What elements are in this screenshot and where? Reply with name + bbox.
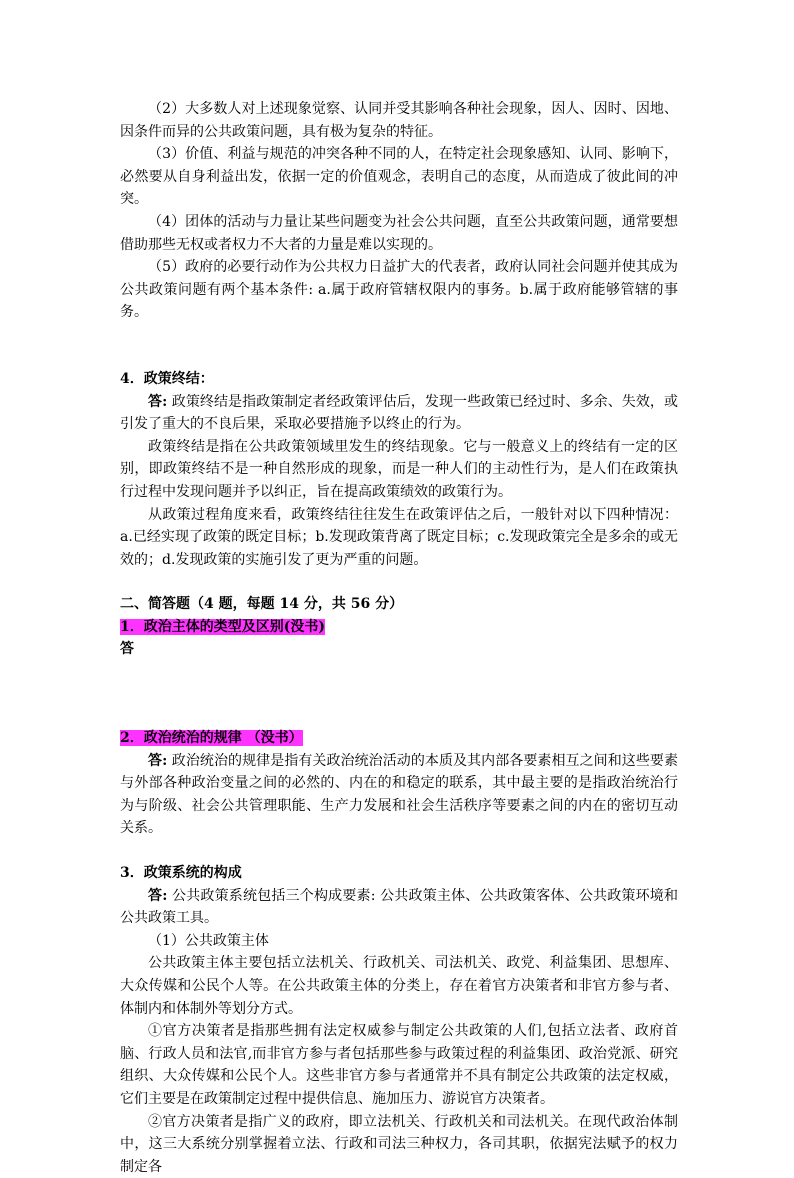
document-page xyxy=(120,98,678,1178)
question-title: 3．政策系统的构成 xyxy=(120,865,242,882)
section-title: 二、简答题（4 题，每题 14 分，共 56 分） xyxy=(120,596,404,613)
question-title xyxy=(120,727,678,750)
answer-label: 答: xyxy=(148,887,168,904)
answer-paragraph xyxy=(120,391,678,436)
answer-paragraph xyxy=(120,885,678,930)
paragraph: ①官方决策者是指那些拥有法定权威参与制定公共政策的人们,包括立法者、政府首脑、行政人员和法官,而非官方参与者包括那些参与政策过程的利益集团、政治党派、研究组织、大众传媒和公民个人。这些非官方参与者通常并不具有制定公共政策的法定权威，它们主要是在政策制定过程中提供信息、施加压力、游说官方决策者。 xyxy=(120,1023,678,1107)
paragraph: 公共政策主体主要包括立法机关、行政机关、司法机关、政党、利益集团、思想库、大众传媒和公民个人等。在公共政策主体的分类上，存在着官方决策者和非官方参与者、体制内和体制外等划分方式。 xyxy=(120,955,678,1017)
paragraph: 从政策过程角度来看，政策终结往往发生在政策评估之后，一般针对以下四种情况：a.已经实现了政策的既定目标；b.发现政策背离了既定目标；c.发现政策完全是多余的或无效的；d.发现政策的实施引发了更为严重的问题。 xyxy=(120,506,678,568)
paragraph: （2）大多数人对上述现象觉察、认同并受其影响各种社会现象，因人、因时、因地、因条件而异的公共政策问题，具有极为复杂的特征。 xyxy=(120,101,678,140)
answer-label: 答: xyxy=(148,393,168,410)
answer-text: 公共政策系统包括三个构成要素: 公共政策主体、公共政策客体、公共政策环境和公共政策工具。 xyxy=(120,887,678,927)
paragraph: （4）团体的活动与力量让某些问题变为社会公共问题，直至公共政策问题，通常要想借助那些无权或者权力不大者的力量是难以实现的。 xyxy=(120,213,678,253)
answer-label: 答 xyxy=(120,641,134,658)
highlighted-heading: 2．政治统治的规律 （没书） xyxy=(120,730,303,747)
paragraph: ②官方决策者是指广义的政府，即立法机关、行政机关和司法机关。在现代政治体制中，这三大系统分别掌握着立法、行政和司法三种权力，各司其职，依据宪法赋予的权力制定各 xyxy=(120,1113,678,1175)
answer-text: 政策终结是指政策制定者经政策评估后，发现一些政策已经过时、多余、失效，或引发了重大的不良后果，采取必要措施予以终止的行为。 xyxy=(120,393,678,433)
paragraph: （3）价值、利益与规范的冲突各种不同的人，在特定社会现象感知、认同、影响下，必然要从自身利益出发，依据一定的价值观念，表明自己的态度，从而造成了彼此间的冲突。 xyxy=(120,146,678,208)
answer-label: 答: xyxy=(148,752,168,769)
section-heading: 4．政策终结： xyxy=(120,370,214,387)
highlighted-heading: 1．政治主体的类型及区别(没书) xyxy=(120,618,325,635)
paragraph: （5）政府的必要行动作为公共权力日益扩大的代表者，政府认同社会问题并使其成为公共政策问题有两个基本条件: a.属于政府管辖权限内的事务。b.属于政府能够管辖的事务。 xyxy=(120,259,678,321)
question-title xyxy=(120,616,678,639)
answer-paragraph xyxy=(120,750,678,840)
paragraph: 政策终结是指在公共政策领域里发生的终结现象。它与一般意义上的终结有一定的区别，即政策终结不是一种自然形成的现象，而是一种人们的主动性行为，是人们在政策执行过程中发现问题并予以纠正，旨在提高政策绩效的政策行为。 xyxy=(120,438,678,500)
sub-heading: （1）公共政策主体 xyxy=(148,932,269,949)
answer-text: 政治统治的规律是指有关政治统治活动的本质及其内部各要素相互之间和这些要素与外部各种政治变量之间的必然的、内在的和稳定的联系，其中最主要的是指政治统治行为与阶级、社会公共管理职能、生产力发展和社会生活秩序等要素之间的内在的密切互动关系。 xyxy=(120,752,678,837)
